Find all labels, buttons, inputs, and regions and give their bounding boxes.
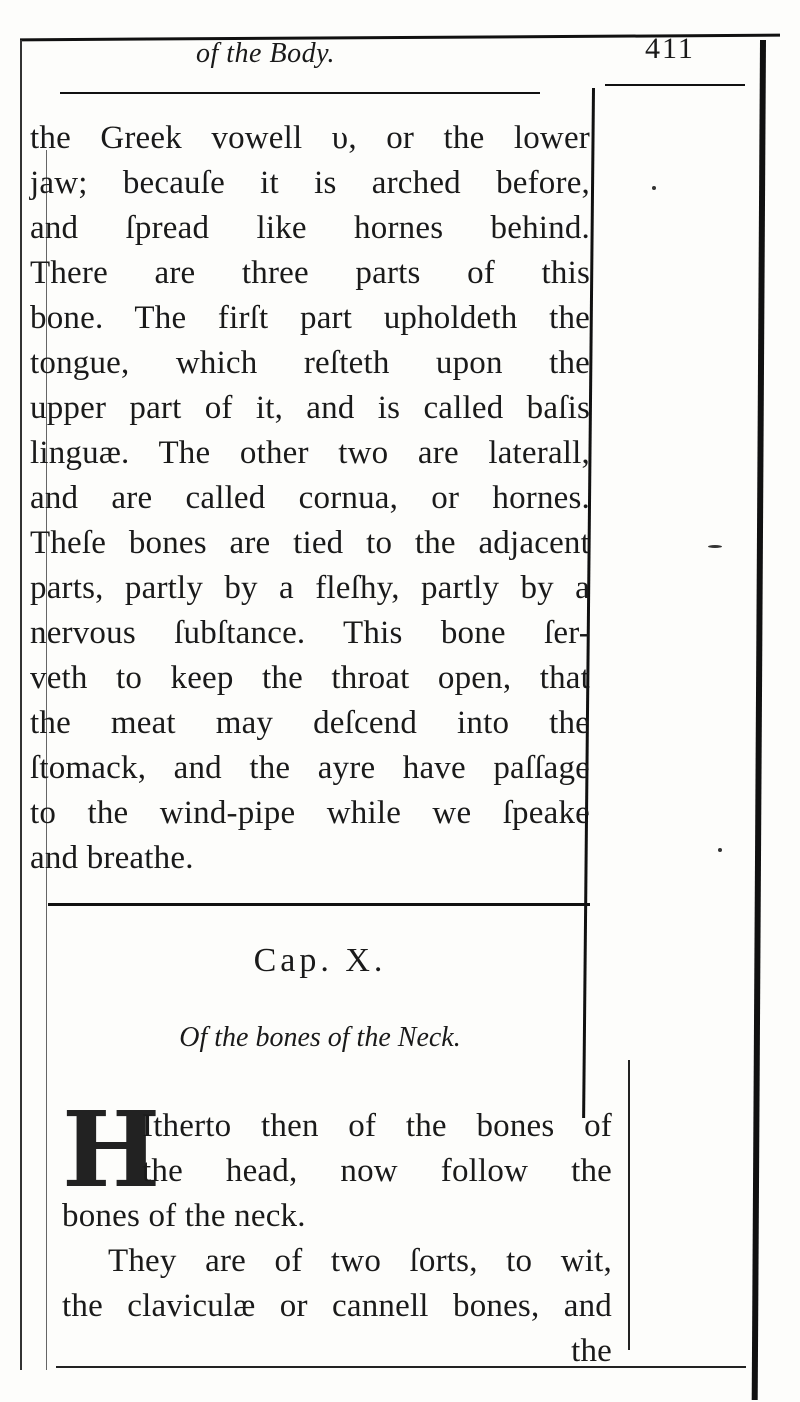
text-line: jaw; becauſe it is arched before,: [30, 165, 590, 201]
text-line: upper part of it, and is called baſis: [30, 390, 590, 426]
text-line: linguæ. The other two are laterall,: [30, 435, 590, 471]
ink-speck: [708, 545, 722, 548]
text-line: Theſe bones are tied to the adjacent: [30, 525, 590, 561]
text-line: the claviculæ or cannell bones, and: [62, 1288, 612, 1324]
text-line: bone. The firſt part upholdeth the: [30, 300, 590, 336]
running-head: of the Body.: [196, 38, 335, 69]
header-rule-left: [60, 92, 540, 94]
text-line: the head, now follow the: [142, 1153, 612, 1189]
catchword: the: [571, 1333, 612, 1369]
ink-speck: [652, 186, 656, 190]
right-edge-rule: [752, 40, 766, 1400]
text-line: and breathe.: [30, 840, 194, 876]
text-line: nervous ſubſtance. This bone ſer-: [30, 615, 590, 651]
text-line: and ſpread like hornes behind.: [30, 210, 590, 246]
text-line: the meat may deſcend into the: [30, 705, 590, 741]
text-line: veth to keep the throat open, that: [30, 660, 590, 696]
ink-speck: [718, 848, 722, 852]
text-line: parts, partly by a fleſhy, partly by a: [30, 570, 590, 606]
header-rule-right: [605, 84, 745, 86]
chapter-paragraph: [62, 1088, 612, 1374]
left-margin-rule: [20, 40, 22, 1370]
section-divider: [48, 903, 590, 906]
chapter-subtitle: Of the bones of the Neck.: [179, 1022, 461, 1053]
page-number: 411: [645, 32, 695, 65]
text-line: There are three parts of this: [30, 255, 590, 291]
text-line: to the wind-pipe while we ſpeake: [30, 795, 590, 831]
text-line: bones of the neck.: [62, 1198, 306, 1234]
text-line: the Greek vowell υ, or the lower: [30, 120, 590, 156]
text-line: ſtomack, and the ayre have paſſage: [30, 750, 590, 786]
body-text: [30, 116, 590, 881]
chapter-title: Cap. X.: [253, 942, 387, 979]
drop-cap: H: [62, 1088, 161, 1211]
text-line: and are called cornua, or hornes.: [30, 480, 590, 516]
column-rule-lower: [628, 1060, 630, 1350]
text-line: They are of two ſorts, to wit,: [108, 1243, 612, 1279]
text-line: tongue, which reſteth upon the: [30, 345, 590, 381]
text-line: Itherto then of the bones of: [142, 1108, 612, 1144]
